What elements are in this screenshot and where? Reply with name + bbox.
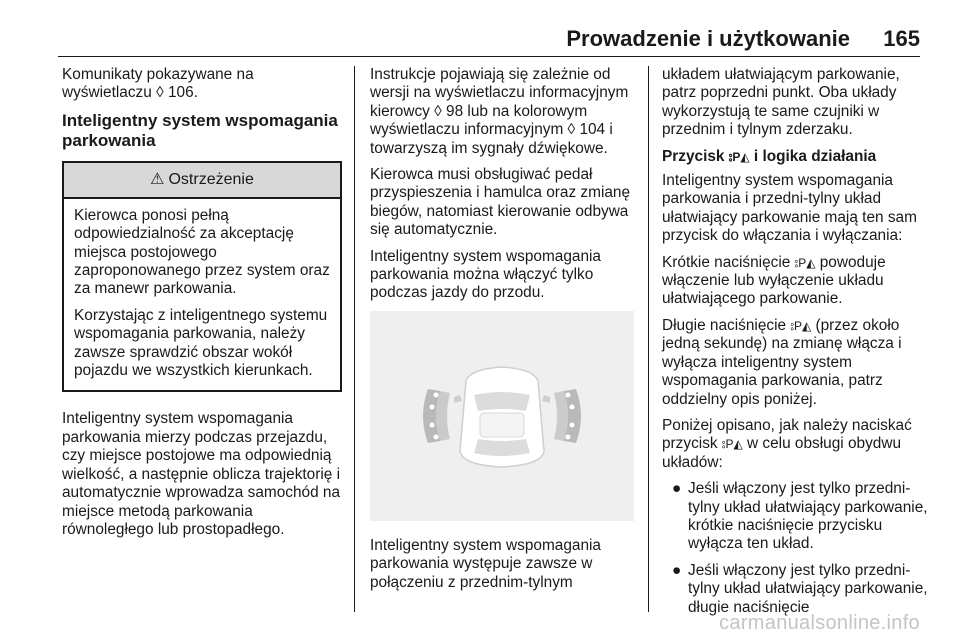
parking-sensor-illustration: [370, 311, 634, 521]
body-paragraph: układem ułatwiającym parkowanie, patrz poprzedni punkt. Oba układy wykorzystują te same czujniki w przednim i tylnym zderzaku.: [662, 66, 900, 139]
warning-header: [64, 163, 340, 199]
parking-assist-button-icon: ⦂P◭: [790, 318, 812, 333]
column-divider: [354, 66, 355, 612]
car-topview-graphic: [370, 311, 634, 521]
warning-text: Kierowca ponosi pełną odpowiedzialność za akceptację miejsca postojowego zaproponowanego przez system oraz za manewr parkowania.: [74, 206, 330, 298]
warning-title: Ostrzeżenie: [168, 170, 254, 188]
bullet-icon: ●: [672, 561, 682, 579]
subheading-text: i logika działania: [753, 147, 877, 165]
column-divider: [648, 66, 649, 612]
bullet-icon: ●: [672, 480, 682, 498]
page-number: 165: [883, 26, 920, 51]
page-title: Prowadzenie i użytkowanie: [566, 26, 850, 51]
warning-box: [62, 161, 342, 393]
page-header: [58, 26, 920, 56]
display-messages-ref: Komunikaty pokazywane na wyświetlaczu ◊ 106.: [62, 66, 254, 102]
body-paragraph: Długie naciśnięcie ⦂P◭ (przez około jedną sekundę) na zmianę włącza i wyłącza inteligentny system wspomagania parkowania, patrz oddzielny opis poniżej.: [662, 316, 902, 408]
parking-assist-button-icon: ⦂P◭: [728, 149, 750, 164]
list-item: ● Jeśli włączony jest tylko przedni-tylny układ ułatwiający parkowanie, krótkie naciśnięcie przycisku wyłącza ten układ.: [672, 480, 928, 553]
column-2: [370, 66, 634, 600]
section-heading: Inteligentny system wspomagania parkowania: [62, 110, 338, 150]
body-paragraph: Poniżej opisano, jak należy naciskać przycisk ⦂P◭ w celu obsługi obydwu układów:: [662, 416, 912, 471]
bullet-list: [662, 480, 930, 617]
body-paragraph: Inteligentny system wspomagania parkowania i przedni-tylny układ ułatwiający parkowanie mają ten sam przycisk do włączania i wyłączania:: [662, 172, 917, 245]
watermark: carmanualsonline.info: [719, 612, 920, 634]
header-rule: [58, 56, 920, 57]
warning-text: Korzystając z inteligentnego systemu wspomagania parkowania, należy zawsze sprawdzić obszar wokół pojazdu we wszystkich kierunkach.: [74, 306, 328, 380]
column-1: [62, 66, 342, 547]
body-paragraph: Krótkie naciśnięcie ⦂P◭ powoduje włączenie lub wyłączenie układu ułatwiającego parkowanie.: [662, 253, 886, 308]
warning-body: [64, 199, 340, 391]
parking-assist-button-icon: ⦂P◭: [794, 255, 816, 270]
list-item: ● Jeśli włączony jest tylko przedni-tylny układ ułatwiający parkowanie, długie naciśnięcie: [672, 561, 928, 616]
body-paragraph: Instrukcje pojawiają się zależnie od wersji na wyświetlaczu informacyjnym kierowcy ◊ 98 lub na kolorowym wyświetlaczu informacyjnym ◊ 104 i towarzyszą im sygnały dźwiękowe.: [370, 66, 629, 157]
body-paragraph: Kierowca musi obsługiwać pedał przyspieszenia i hamulca oraz zmianę biegów, natomiast kierowanie odbywa się automatycznie.: [370, 166, 631, 239]
body-paragraph: Inteligentny system wspomagania parkowania mierzy podczas przejazdu, czy miejsce postojowe ma odpowiednią wielkość, a następnie oblicza trajektorię i automatycznie wprowadza samochód na miejsce metodą parkowania równoległego lub prostopadłego.: [62, 410, 341, 538]
parking-assist-button-icon: ⦂P◭: [721, 437, 743, 452]
body-paragraph: Inteligentny system wspomagania parkowania występuje zawsze w połączeniu z przednim-tylnym: [370, 536, 601, 591]
subsection-heading: [662, 148, 930, 166]
warning-icon: ⚠: [150, 170, 165, 188]
subheading-text: Przycisk: [662, 147, 725, 165]
body-paragraph: Inteligentny system wspomagania parkowania można włączyć tylko podczas jazdy do przodu.: [370, 247, 601, 302]
column-3: [662, 66, 930, 625]
